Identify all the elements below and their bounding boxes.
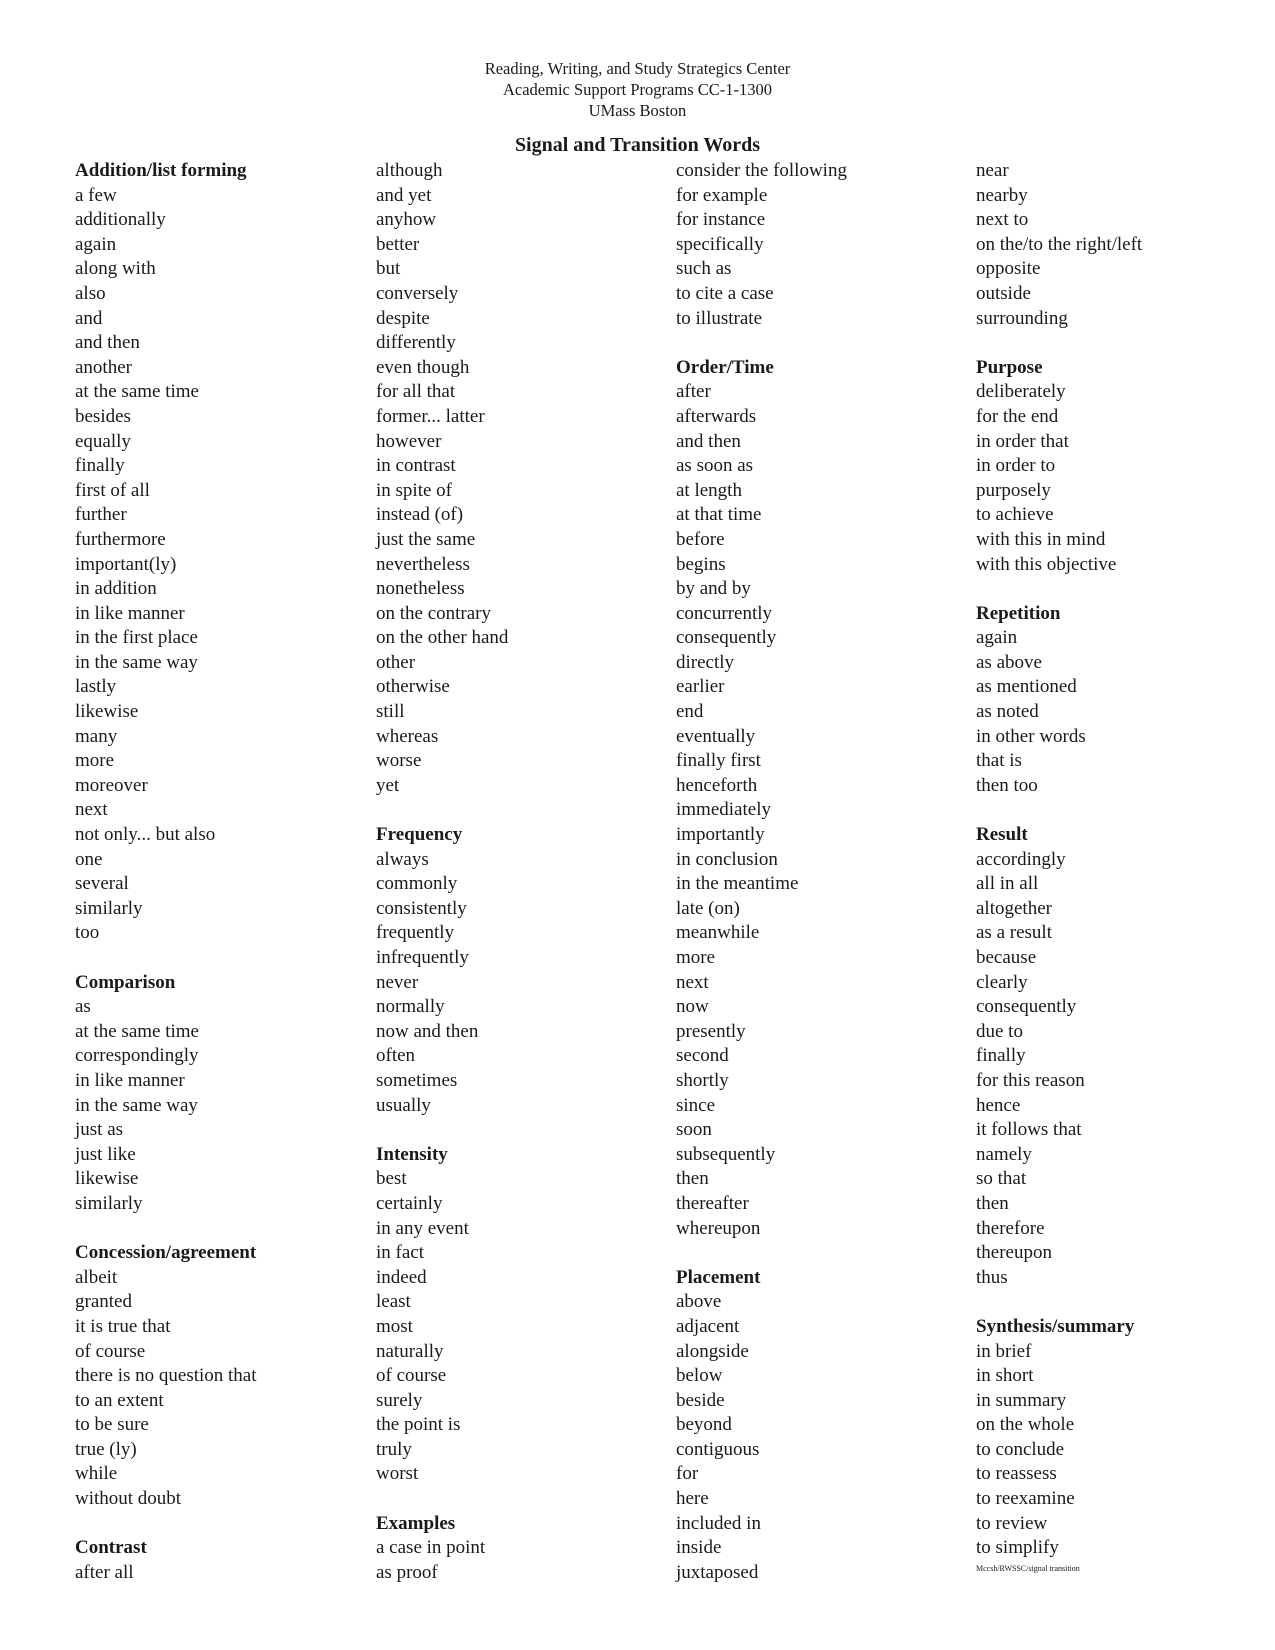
word-entry: as [75, 996, 91, 1018]
category-heading: Comparison [75, 971, 176, 993]
word-entry: in other words [976, 725, 1086, 747]
word-entry: to simplify [976, 1537, 1059, 1559]
word-entry: surrounding [976, 307, 1068, 329]
word-entry: at that time [676, 504, 762, 526]
word-entry: so that [976, 1168, 1027, 1190]
word-entry: just the same [376, 528, 476, 550]
word-entry: a case in point [376, 1537, 486, 1559]
word-entry: just as [75, 1119, 124, 1141]
word-entry: in the meantime [676, 873, 799, 895]
word-entry: finally first [676, 750, 761, 772]
word-entry: to cite a case [676, 282, 774, 304]
word-entry: after [676, 381, 711, 403]
word-entry: instead (of) [376, 504, 464, 526]
word-entry: always [376, 848, 429, 870]
word-entry: because [976, 947, 1037, 968]
word-entry: whereas [376, 725, 439, 747]
word-entry: beyond [676, 1414, 732, 1436]
category-heading: Contrast [75, 1537, 147, 1559]
word-entry: below [676, 1365, 723, 1387]
word-entry: thereupon [976, 1242, 1052, 1264]
word-entry: many [75, 725, 118, 747]
word-entry: commonly [376, 873, 458, 895]
document-title: Signal and Transition Words [514, 134, 761, 156]
word-entry: as soon as [676, 455, 754, 477]
word-entry: furthermore [75, 528, 166, 550]
word-column-1 [75, 159, 375, 1585]
word-entry: hence [976, 1094, 1021, 1116]
word-entry: for the end [976, 405, 1059, 427]
word-entry: begins [676, 553, 726, 575]
word-entry: altogether [976, 897, 1052, 919]
word-entry: while [75, 1463, 118, 1485]
word-entry: truly [376, 1438, 412, 1460]
word-entry: as above [976, 651, 1042, 673]
category-heading: Intensity [376, 1143, 448, 1165]
word-entry: former... latter [376, 405, 485, 427]
word-entry: alongside [676, 1340, 749, 1362]
word-entry: indeed [376, 1266, 427, 1288]
word-entry: nearby [976, 184, 1028, 206]
word-entry: namely [976, 1143, 1032, 1165]
word-entry: directly [676, 651, 735, 673]
footer-file-reference: Mccsh/RWSSC/signal transition [976, 1564, 1080, 1573]
word-entry: since [676, 1094, 716, 1116]
word-entry: in addition [75, 578, 157, 600]
word-entry: to conclude [976, 1438, 1065, 1460]
word-entry: here [676, 1488, 709, 1510]
word-entry: infrequently [376, 947, 469, 968]
word-entry: meanwhile [676, 922, 760, 944]
word-entry: therefore [976, 1217, 1045, 1239]
word-entry: beside [676, 1389, 725, 1411]
word-entry: lastly [75, 676, 117, 698]
word-entry: to reassess [976, 1463, 1057, 1485]
category-heading: Synthesis/summary [976, 1315, 1135, 1337]
word-entry: for instance [676, 209, 766, 231]
word-entry: whereupon [676, 1217, 761, 1239]
spacer [376, 1487, 676, 1512]
category-heading: Order/Time [676, 356, 774, 378]
word-entry: adjacent [676, 1315, 740, 1337]
spacer [976, 577, 1275, 602]
word-entry: although [376, 160, 443, 181]
word-entry: in brief [976, 1340, 1032, 1362]
word-entry: in order that [976, 430, 1069, 452]
word-entry: earlier [676, 676, 725, 698]
word-entry: deliberately [976, 381, 1066, 403]
word-entry: usually [376, 1094, 431, 1116]
word-entry: in any event [376, 1217, 469, 1239]
word-entry: as noted [976, 701, 1039, 723]
header-institution: UMass Boston [588, 101, 687, 120]
word-entry: inside [676, 1537, 722, 1559]
word-entry: best [376, 1168, 407, 1190]
word-entry: and then [75, 332, 140, 354]
category-heading: Placement [676, 1266, 761, 1288]
word-entry: without doubt [75, 1488, 182, 1510]
word-entry: that is [976, 750, 1022, 772]
word-entry: too [75, 922, 100, 944]
category-heading: Concession/agreement [75, 1242, 257, 1264]
word-entry: to review [976, 1512, 1048, 1534]
word-entry: more [75, 750, 115, 772]
word-column-3 [676, 159, 976, 1585]
word-column-2 [376, 159, 676, 1585]
word-entry: specifically [676, 233, 764, 255]
word-entry: as proof [376, 1561, 438, 1583]
word-entry: similarly [75, 897, 143, 919]
word-entry: frequently [376, 922, 455, 944]
word-entry: accordingly [976, 848, 1066, 870]
word-entry: consequently [676, 627, 777, 649]
word-entry: soon [676, 1119, 712, 1141]
spacer [676, 331, 976, 356]
word-entry: with this in mind [976, 528, 1106, 550]
word-entry: and [75, 307, 103, 329]
word-entry: least [376, 1291, 411, 1313]
word-entry: in summary [976, 1389, 1067, 1411]
word-entry: similarly [75, 1192, 143, 1214]
word-entry: again [75, 233, 117, 255]
word-entry: additionally [75, 209, 166, 231]
word-entry: in like manner [75, 1069, 185, 1091]
word-entry: juxtaposed [676, 1561, 759, 1583]
word-entry: first of all [75, 479, 150, 501]
word-entry: nonetheless [376, 578, 465, 600]
word-entry: late (on) [676, 897, 740, 919]
category-heading: Examples [376, 1512, 456, 1534]
word-entry: at length [676, 479, 742, 501]
word-entry: next [75, 799, 108, 821]
word-entry: in the same way [75, 651, 198, 673]
word-entry: thus [976, 1266, 1008, 1288]
word-entry: in order to [976, 455, 1056, 477]
word-entry: other [376, 651, 416, 673]
word-entry: concurrently [676, 602, 773, 624]
word-entry: there is no question that [75, 1365, 257, 1387]
word-entry: again [976, 627, 1018, 649]
word-entry: to an extent [75, 1389, 164, 1411]
word-entry: also [75, 282, 106, 304]
word-entry: with this objective [976, 553, 1117, 575]
category-heading: Result [976, 824, 1028, 846]
word-entry: to achieve [976, 504, 1054, 526]
word-entry: on the contrary [376, 602, 492, 624]
word-entry: second [676, 1045, 729, 1067]
word-entry: in contrast [376, 455, 456, 477]
word-entry: albeit [75, 1266, 118, 1288]
word-entry: in the same way [75, 1094, 198, 1116]
word-entry: before [676, 528, 725, 550]
word-entry: at the same time [75, 381, 199, 403]
word-entry: outside [976, 282, 1031, 304]
spacer [976, 798, 1275, 823]
word-entry: true (ly) [75, 1438, 137, 1460]
word-entry: likewise [75, 701, 139, 723]
word-entry: differently [376, 332, 456, 354]
word-entry: in like manner [75, 602, 185, 624]
spacer [676, 1241, 976, 1266]
word-entry: in short [976, 1365, 1034, 1387]
word-entry: afterwards [676, 405, 757, 427]
word-entry: worst [376, 1463, 419, 1485]
word-entry: certainly [376, 1192, 443, 1214]
word-entry: clearly [976, 971, 1028, 993]
word-entry: never [376, 971, 419, 993]
word-entry: on the/to the right/left [976, 233, 1143, 255]
word-entry: finally [75, 455, 125, 477]
word-entry: next [676, 971, 709, 993]
word-entry: near [976, 160, 1009, 181]
spacer [976, 1290, 1275, 1315]
word-column-4 [976, 159, 1275, 1561]
word-entry: surely [376, 1389, 423, 1411]
word-entry: however [376, 430, 442, 452]
word-entry: then [976, 1192, 1009, 1214]
word-entry: after all [75, 1561, 134, 1583]
word-entry: on the whole [976, 1414, 1075, 1436]
spacer [75, 1217, 375, 1242]
word-entry: in conclusion [676, 848, 778, 870]
category-heading: Purpose [976, 356, 1043, 378]
word-entry: in the first place [75, 627, 198, 649]
word-entry: worse [376, 750, 422, 772]
word-entry: naturally [376, 1340, 444, 1362]
spacer [376, 1118, 676, 1143]
word-entry: henceforth [676, 774, 758, 796]
spacer [75, 1512, 375, 1537]
word-entry: equally [75, 430, 131, 452]
word-entry: for this reason [976, 1069, 1085, 1091]
spacer [376, 798, 676, 823]
word-entry: presently [676, 1020, 746, 1042]
word-entry: now [676, 996, 709, 1018]
word-entry: for [676, 1463, 699, 1485]
word-entry: purposely [976, 479, 1051, 501]
header-center-name: Reading, Writing, and Study Strategics Center [484, 59, 791, 78]
word-entry: of course [75, 1340, 146, 1362]
word-entry: despite [376, 307, 430, 329]
word-entry: just like [75, 1143, 136, 1165]
word-entry: likewise [75, 1168, 139, 1190]
word-entry: another [75, 356, 132, 378]
word-entry: it is true that [75, 1315, 171, 1337]
word-entry: further [75, 504, 127, 526]
word-entry: consistently [376, 897, 467, 919]
word-entry: to illustrate [676, 307, 763, 329]
word-entry: it follows that [976, 1119, 1082, 1141]
word-entry: such as [676, 258, 732, 280]
word-entry: most [376, 1315, 413, 1337]
word-entry: in fact [376, 1242, 425, 1264]
word-entry: and yet [376, 184, 432, 206]
word-entry: as a result [976, 922, 1052, 944]
spacer [75, 946, 375, 971]
word-entry: otherwise [376, 676, 450, 698]
word-entry: above [676, 1291, 722, 1313]
word-entry: several [75, 873, 129, 895]
word-entry: one [75, 848, 103, 870]
word-entry: besides [75, 405, 131, 427]
word-entry: to reexamine [976, 1488, 1075, 1510]
header-program-room: Academic Support Programs CC-1-1300 [502, 80, 772, 99]
word-entry: in spite of [376, 479, 452, 501]
word-entry: immediately [676, 799, 771, 821]
word-entry: eventually [676, 725, 756, 747]
category-heading: Addition/list forming [75, 160, 247, 181]
word-entry: on the other hand [376, 627, 509, 649]
word-entry: then [676, 1168, 709, 1190]
word-entry: and then [676, 430, 741, 452]
word-entry: included in [676, 1512, 761, 1534]
word-entry: contiguous [676, 1438, 760, 1460]
word-entry: now and then [376, 1020, 479, 1042]
word-entry: yet [376, 774, 400, 796]
word-entry: for all that [376, 381, 456, 403]
word-entry: correspondingly [75, 1045, 199, 1067]
word-entry: by and by [676, 578, 751, 600]
word-entry: importantly [676, 824, 765, 846]
word-entry: then too [976, 774, 1038, 796]
document-header [0, 58, 1275, 121]
word-entry: consider the following [676, 160, 847, 181]
spacer [976, 331, 1275, 356]
word-entry: sometimes [376, 1069, 458, 1091]
word-entry: finally [976, 1045, 1026, 1067]
word-entry: of course [376, 1365, 447, 1387]
category-heading: Repetition [976, 602, 1061, 624]
word-entry: next to [976, 209, 1029, 231]
word-entry: consequently [976, 996, 1077, 1018]
word-entry: normally [376, 996, 445, 1018]
word-entry: end [676, 701, 704, 723]
category-heading: Frequency [376, 824, 463, 846]
word-entry: often [376, 1045, 416, 1067]
word-entry: thereafter [676, 1192, 749, 1214]
word-entry: subsequently [676, 1143, 776, 1165]
word-entry: due to [976, 1020, 1023, 1042]
word-entry: important(ly) [75, 553, 177, 575]
word-entry: more [676, 947, 716, 968]
word-entry: granted [75, 1291, 132, 1313]
word-entry: conversely [376, 282, 459, 304]
word-entry: even though [376, 356, 470, 378]
word-entry: shortly [676, 1069, 729, 1091]
word-entry: but [376, 258, 401, 280]
word-entry: at the same time [75, 1020, 199, 1042]
word-entry: not only... but also [75, 824, 216, 846]
word-entry: all in all [976, 873, 1039, 895]
word-entry: the point is [376, 1414, 461, 1436]
word-entry: moreover [75, 774, 148, 796]
word-entry: better [376, 233, 420, 255]
word-entry: along with [75, 258, 156, 280]
word-entry: a few [75, 184, 117, 206]
word-entry: nevertheless [376, 553, 470, 575]
word-entry: for example [676, 184, 768, 206]
word-entry: still [376, 701, 405, 723]
word-entry: to be sure [75, 1414, 149, 1436]
word-entry: anyhow [376, 209, 437, 231]
word-entry: opposite [976, 258, 1041, 280]
word-entry: as mentioned [976, 676, 1077, 698]
